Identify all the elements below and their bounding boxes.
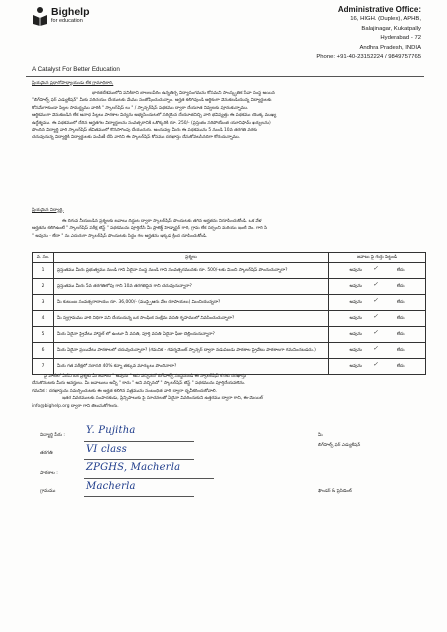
para-line: పై వాటిలో ఏదేని ఒక ప్రశ్నకు మీ జవాబు " అవును " అని వచ్చినచో బిగ్‌హెల్ప్ సంస్థనుండి ఈ స్కాలర్‌షిప్ కొరకు దరఖాస్తు bbox=[44, 374, 247, 379]
para-intro bbox=[32, 90, 424, 142]
no-option[interactable]: లేదు bbox=[396, 283, 405, 289]
office-line: Hyderabad - 72 bbox=[380, 35, 421, 42]
no-option[interactable]: లేదు bbox=[396, 315, 405, 321]
tick-mark: ✓ bbox=[373, 361, 379, 368]
answer-cell bbox=[329, 311, 426, 327]
para-line: అర్హతను కలిగిఉంటే " స్కాలర్‌షిప్ పరీక్ష టెస్ట్ " పథకమును పూర్తిచేసి మీ ప్రాజెక్ట్ హెడ్మాస్టర్ గారి, గ్రామ లేక సర్పంచి మరియు ఇంటి నెం. గారి సి bbox=[32, 226, 268, 232]
tick-mark: ✓ bbox=[373, 281, 379, 288]
yes-option[interactable]: అవును bbox=[349, 315, 362, 321]
header-rule bbox=[26, 76, 424, 77]
tick-mark: ✓ bbox=[373, 329, 379, 336]
row-question: ప్రస్తుతము మీరు 5వ తరగతిలోపు గాని 10వ తరగతిపైన గాని చదువుచున్నారా? bbox=[54, 279, 329, 295]
row-number: 5 bbox=[33, 327, 54, 343]
para-instructions bbox=[32, 218, 424, 240]
row-question: మీరు ఏదైనా ప్రైవేటు హాస్టల్ లో ఉంటూ నీ వసతి, పూర్తి వసతి ఏదైనా ఫీజు చెల్లించుచున్నారా? bbox=[54, 327, 329, 343]
table-row bbox=[33, 343, 426, 359]
greeting-principal: ప్రియమైన ప్రధానోపాధ్యాయుడు లేక గ్రామాధికారి, bbox=[32, 81, 114, 86]
para-line: చేసుకొనుటకు మీరు అనర్హులు. మీ జవాబులు అన్నీ " కాదు " అని వచ్చినచో " స్కాలర్‌షిప్ టెస్ట్ " పథకమును పూర్తిచేయవలెను. bbox=[32, 381, 246, 387]
para-line: " అవును - లేదా " ను ఎదురుగా స్కాలర్‌షిప్ పొందుటకు సిద్ధం గల అర్హతను ఇక్కడ క్రింద చూపించుకోండి. bbox=[32, 233, 208, 239]
office-title: Administrative Office: bbox=[337, 5, 421, 14]
office-line: Phone: +91-40-23152224 / 9849757765 bbox=[316, 54, 421, 61]
para-line: ఇతర వివరములకు సంపాదకుడు, ప్రిన్సిపాలుకు పై సూచనలతో ఏదైనా వివరించుకుని ఉత్తరము ద్వారా గాని, ఈ-మెయిల్ bbox=[62, 396, 263, 402]
row-number: 4 bbox=[33, 311, 54, 327]
row-number: 1 bbox=[33, 263, 54, 279]
signature-title: ఫౌండర్ & ప్రెసిడెంట్ bbox=[318, 489, 352, 494]
no-option[interactable]: లేదు bbox=[396, 347, 405, 353]
para-line: ఉద్దేశ్యము. ఈ పథకములో చేరిన అర్హతగల విద్యార్థులను సంవత్సరానికి ఒకొక్కరికి రూ. 250/- (ప్రస్తుతం సరిపోయేంత యూనిఫామ్ ఖర్చులను) bbox=[32, 120, 271, 126]
yes-option[interactable]: అవును bbox=[349, 299, 362, 305]
school-label: పాఠశాల : bbox=[40, 471, 58, 476]
yes-option[interactable]: అవును bbox=[349, 347, 362, 353]
row-question: మీరు ఏదైనా ప్రయివేటు పాఠశాలలో చదువుచున్నారా? (గమనిక - గవర్నమెంట్ స్పాన్సర్ ద్వారా నడుపబడు పాఠశాల ప్రైవేటు పాఠశాలగా గమనించబడదు.) bbox=[54, 343, 329, 359]
village-label: గ్రామము bbox=[40, 489, 56, 494]
table-row bbox=[33, 263, 426, 279]
table-row bbox=[33, 279, 426, 295]
tick-mark: ✓ bbox=[373, 265, 379, 272]
no-option[interactable]: లేదు bbox=[396, 267, 405, 273]
no-option[interactable]: లేదు bbox=[396, 363, 405, 369]
yes-option[interactable]: అవును bbox=[349, 363, 362, 369]
row-question: మీ కుటుంబ సంవత్సరాదాయం రూ. 36,000/- (ముప్పైఆరు వేల రూపాయలు) మించియున్నదా? bbox=[54, 295, 329, 311]
school-value[interactable]: ZPGHS, Macherla bbox=[86, 462, 181, 473]
table-row bbox=[33, 295, 426, 311]
class-label: తరగతి bbox=[40, 451, 53, 456]
answer-cell bbox=[329, 263, 426, 279]
col-header-answer: జవాబు పై గుర్తు పెట్టండి bbox=[329, 253, 426, 263]
para-line: "బిగ్‌హెల్ప్ ఫర్ ఎడ్యుకేషన్" మీకు పరిచయం చేయుటకు మేము సంతోషించుచున్నాం. అర్హత కలిగివుండి ఆర్థికంగా వెనుకబడియున్న విద్యార్థులకు bbox=[32, 98, 272, 104]
para-closing bbox=[32, 373, 424, 410]
row-question: మీ స్వగ్రామము వారి నిధిగా పని చేయుచున్న ఒక సాంఘిక సంక్షేమ వసతి గృహములో నివసించుచున్నారా? bbox=[54, 311, 329, 327]
para-line: భారతదేశములోని పనికిరాని బాలలుపేరిం ఉన్నతిర్చ విద్యాసంగమను కోసమని సాంస్కృతిక సేవా సంస్థ అయిన bbox=[92, 91, 275, 96]
table-row bbox=[33, 327, 426, 343]
student-name-label: విద్యార్థి పేరు : bbox=[40, 433, 65, 438]
no-option[interactable]: లేదు bbox=[396, 299, 405, 305]
signature-organization: బిగ్‌హెల్ప్ ఫర్ ఎడ్యుకేషన్ bbox=[318, 443, 361, 448]
brand-subtitle: for education bbox=[51, 18, 83, 24]
bighelp-logo bbox=[32, 6, 90, 26]
class-line bbox=[84, 459, 194, 460]
para-line: ఆర్థికముగా వెనుకబడిన లేక అనాధ పిల్లలు పాఠశాల విద్యను అభ్యసించుటలో సరియైన చేయూతనిచ్చి వారి భవిష్యత్తు ఈ పథకము యొక్క ముఖ్య bbox=[32, 113, 277, 119]
yes-option[interactable]: అవును bbox=[349, 331, 362, 337]
no-option[interactable]: లేదు bbox=[396, 331, 405, 337]
eligibility-table bbox=[32, 252, 426, 375]
office-address bbox=[316, 4, 421, 63]
col-header-question: ప్రశ్నలు bbox=[54, 253, 329, 263]
answer-cell bbox=[329, 279, 426, 295]
village-value[interactable]: Macherla bbox=[86, 481, 136, 492]
answer-cell bbox=[329, 343, 426, 359]
para-line: పొందిన విద్యార్థి వారి స్కాలర్‌షిప్ జీవితములో కొనసాగింపు చేయుదురు. అందువల్ల మీరు ఈ పథకమును 5 నుండి 10వ తరగతి వరకు bbox=[32, 128, 258, 134]
greeting-student: ప్రియమైన విద్యార్థి, bbox=[32, 208, 64, 213]
col-header-num: వ. సం. bbox=[33, 253, 54, 263]
answer-cell bbox=[329, 327, 426, 343]
row-question: మీరు గత పరీక్షలో సరాసరి 40% కన్నా తక్కువ మార్కులు పొందినారా? bbox=[54, 359, 329, 375]
row-number: 3 bbox=[33, 295, 54, 311]
row-question: ప్రస్తుతము మీరు ప్రభుత్వము నుండి గాని ఏదైనా సంస్థ నుండి గాని సంవత్సరమునకు రూ. 500/-లకు మించి స్కాలర్‌షిప్ పొందుచున్నారా? bbox=[54, 263, 329, 279]
office-line: Balajinagar, Kukatpally bbox=[361, 25, 421, 32]
student-name-value[interactable]: Y. Pujitha bbox=[86, 425, 136, 436]
school-line bbox=[84, 478, 214, 479]
yes-option[interactable]: అవును bbox=[349, 283, 362, 289]
row-number: 6 bbox=[33, 343, 54, 359]
village-line bbox=[84, 496, 194, 497]
brand-name: Bighelp bbox=[51, 6, 90, 18]
class-value[interactable]: VI class bbox=[86, 444, 127, 455]
para-line: info@bighelp.org ద్వారా గాని తెలుసుకోగలరు. bbox=[32, 403, 119, 409]
para-line: కోసమేగాకుండా పిల్లల సామర్థ్యము వారికి " స్కాలర్‌షిప్ లు " / స్పాన్సర్‌షిప్ పథకము ద్వారా చేయూత నివ్వటకు పూనుకున్నాము. bbox=[32, 105, 249, 111]
yes-option[interactable]: అవును bbox=[349, 267, 362, 273]
row-number: 2 bbox=[33, 279, 54, 295]
answer-cell bbox=[329, 295, 426, 311]
tick-mark: ✓ bbox=[373, 313, 379, 320]
office-line: 16, HIGH. (Duplex), APHB, bbox=[350, 16, 421, 22]
book-icon bbox=[32, 6, 48, 26]
office-line: Andhra Pradesh, INDIA bbox=[359, 44, 421, 51]
tick-mark: ✓ bbox=[373, 345, 379, 352]
table-row bbox=[33, 311, 426, 327]
table-header-row bbox=[33, 253, 426, 263]
para-line: ఈ దిగువ నీయబడిన ప్రశ్నలకు జవాబు దిద్దుట ద్వారా స్కాలర్‌షిప్ పొందుటకు తగిన అర్హతను నిరూపించుకోండి. ఒక వేళ bbox=[62, 219, 262, 224]
row-number: 7 bbox=[33, 359, 54, 375]
para-line: చదువుచున్న విద్యార్థికి విద్యార్థులకు పంపిణీ చేసి వారిని ఈ స్కాలర్‌షిప్ కోసము దరఖాస్తు చేసుకోవలసినదిగా కోరుచున్నాము. bbox=[32, 135, 241, 141]
para-line: గమనిక : దరఖాస్తును సమర్పించుటకు ఈ అర్హత కలిగిన పత్రమును సంబంధిత వారి ద్వారా ధృవీకరించుకోవాలి. bbox=[32, 388, 217, 394]
tick-mark: ✓ bbox=[373, 297, 379, 304]
signature-salutation: మీ bbox=[318, 433, 323, 438]
student-name-line bbox=[84, 441, 194, 442]
tagline: A Catalyst For Better Education bbox=[32, 66, 120, 73]
